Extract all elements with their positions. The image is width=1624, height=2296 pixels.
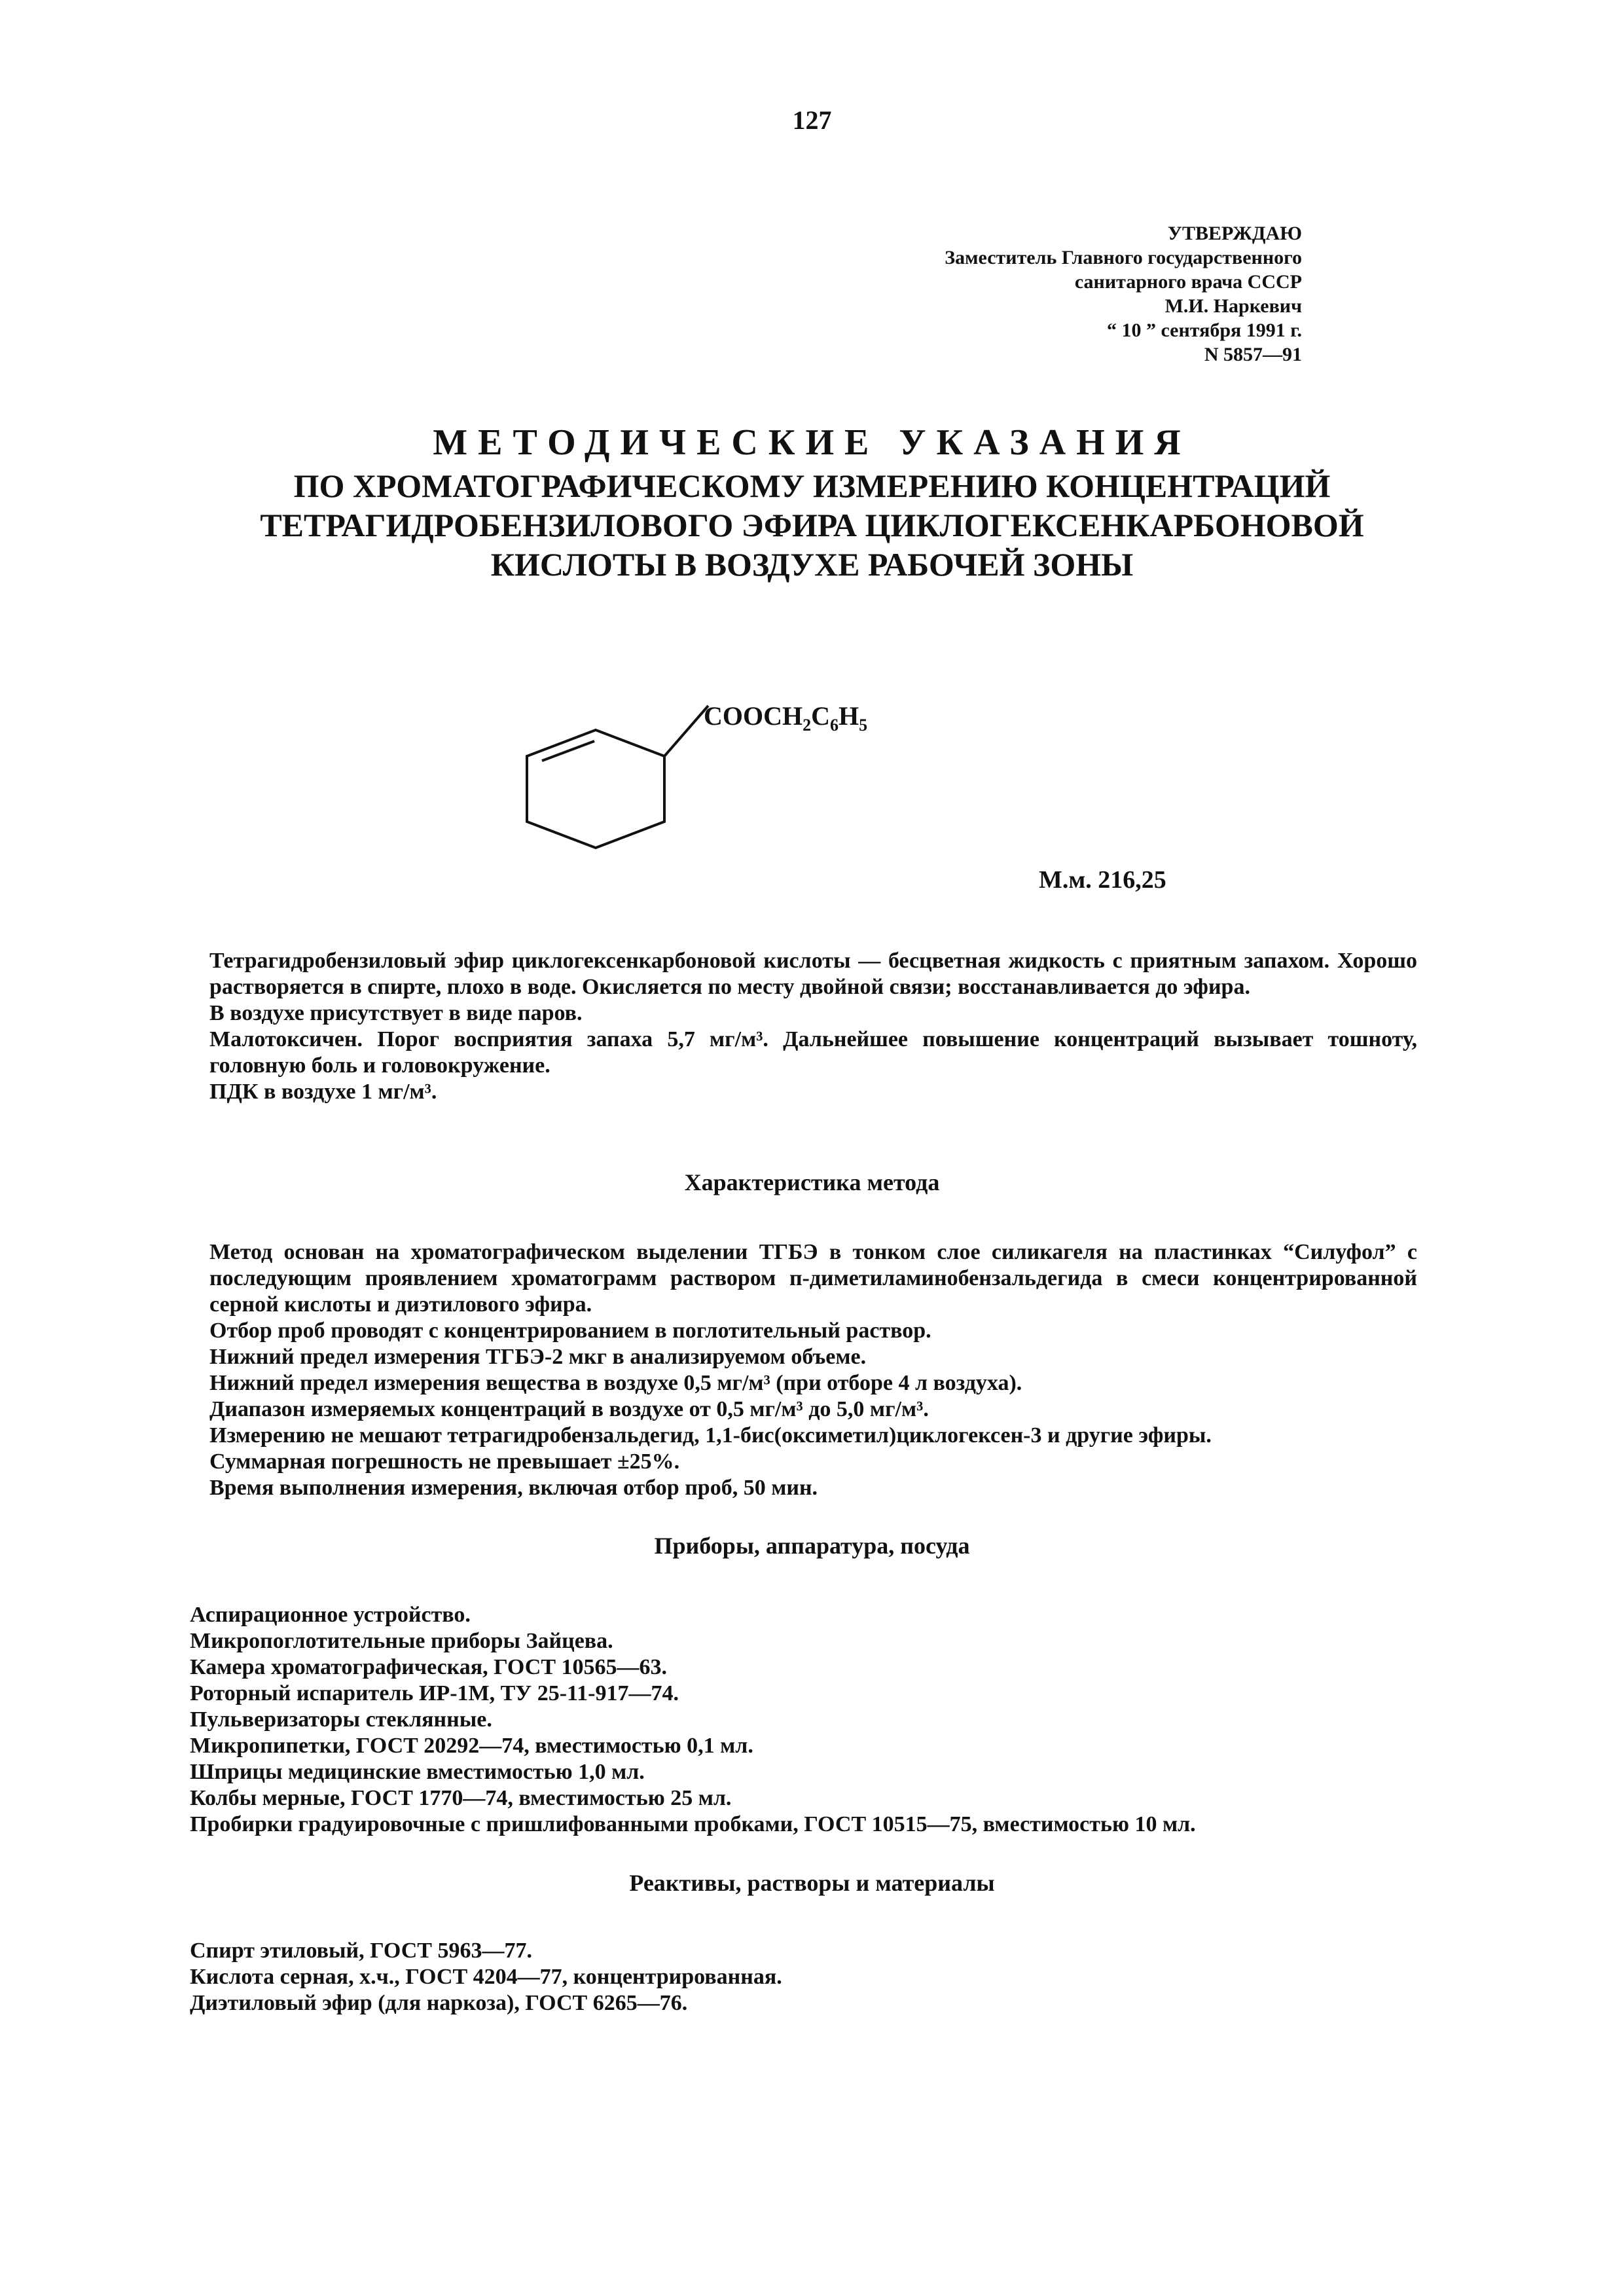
method-section	[209, 1239, 1417, 1501]
approval-number: N 5857—91	[1204, 344, 1302, 365]
approval-position-cont: санитарного врача СССР	[1074, 271, 1302, 293]
method-paragraph: Нижний предел измерения ТГБЭ-2 мкг в анализируемом объеме.	[209, 1345, 867, 1369]
list-item: Пробирки градуировочные с пришлифованными пробками, ГОСТ 10515—75, вместимостью 10 мл.	[190, 1812, 1196, 1836]
reagents-list	[190, 1938, 1434, 2016]
cyclohexene-structure	[517, 694, 713, 890]
title-line-4: КИСЛОТЫ В ВОЗДУХЕ РАБОЧЕЙ ЗОНЫ	[490, 546, 1134, 583]
list-item: Кислота серная, х.ч., ГОСТ 4204—77, концентрированная.	[190, 1965, 782, 1989]
substituent-formula: $COOCH_2C_6H_5$	[704, 701, 868, 735]
molar-mass: М.м. 216,25	[1039, 866, 1166, 894]
list-item: Камера хроматографическая, ГОСТ 10565—63.	[190, 1655, 668, 1679]
approval-date: “ 10 ” сентября 1991 г.	[1106, 319, 1302, 341]
list-item: Колбы мерные, ГОСТ 1770—74, вместимостью 25 мл.	[190, 1786, 732, 1810]
method-paragraph: Метод основан на хроматографическом выделении ТГБЭ в тонком слое силикагеля на пластинках “Силуфол” с последующим проявлением хроматограмм раствором п-диметиламинобензальдегида в смеси концентрированной серной кислоты и диэтилового эфира.	[209, 1240, 1417, 1317]
method-paragraph: Суммарная погрешность не превышает ±25%.	[209, 1449, 680, 1474]
description-paragraph: ПДК в воздухе 1 мг/м³.	[209, 1080, 437, 1104]
method-paragraph: Диапазон измеряемых концентраций в воздухе от 0,5 мг/м³ до 5,0 мг/м³.	[209, 1397, 929, 1421]
section-heading-method: Характеристика метода	[684, 1169, 940, 1195]
list-item: Микропоглотительные приборы Зайцева.	[190, 1629, 613, 1653]
section-heading-reagents: Реактивы, растворы и материалы	[629, 1870, 995, 1896]
approval-title: УТВЕРЖДАЮ	[1167, 223, 1302, 244]
title-line-2: ПО ХРОМАТОГРАФИЧЕСКОМУ ИЗМЕРЕНИЮ КОНЦЕНТРАЦИЙ	[293, 467, 1331, 504]
devices-list	[190, 1602, 1434, 1838]
approval-stamp	[945, 221, 1302, 367]
list-item: Пульверизаторы стеклянные.	[190, 1707, 492, 1732]
list-item: Микропипетки, ГОСТ 20292—74, вместимостью 0,1 мл.	[190, 1734, 753, 1758]
list-item: Диэтиловый эфир (для наркоза), ГОСТ 6265—76.	[190, 1991, 688, 2015]
description-section	[209, 948, 1417, 1105]
approval-signatory: М.И. Наркевич	[1164, 295, 1302, 317]
document-title	[131, 419, 1493, 584]
list-item: Спирт этиловый, ГОСТ 5963—77.	[190, 1939, 532, 1963]
section-heading-devices: Приборы, аппаратура, посуда	[654, 1533, 970, 1559]
method-paragraph: Измерению не мешают тетрагидробензальдегид, 1,1-бис(оксиметил)циклогексен-3 и другие эфиры.	[209, 1423, 1212, 1448]
approval-position: Заместитель Главного государственного	[945, 247, 1302, 268]
method-paragraph: Нижний предел измерения вещества в воздухе 0,5 мг/м³ (при отборе 4 л воздуха).	[209, 1371, 1022, 1395]
method-paragraph: Время выполнения измерения, включая отбор проб, 50 мин.	[209, 1476, 818, 1500]
list-item: Шприцы медицинские вместимостью 1,0 мл.	[190, 1760, 645, 1784]
title-line-3: ТЕТРАГИДРОБЕНЗИЛОВОГО ЭФИРА ЦИКЛОГЕКСЕНКАРБОНОВОЙ	[260, 507, 1364, 543]
list-item: Аспирационное устройство.	[190, 1603, 471, 1627]
description-paragraph: Тетрагидробензиловый эфир циклогексенкарбоновой кислоты — бесцветная жидкость с приятным запахом. Хорошо растворяется в спирте, плохо в воде. Окисляется по месту двойной связи; восстанавливается до эфира.	[209, 949, 1417, 999]
method-paragraph: Отбор проб проводят с концентрированием в поглотительный раствор.	[209, 1319, 931, 1343]
title-line-1: МЕТОДИЧЕСКИЕ УКАЗАНИЯ	[433, 422, 1191, 463]
description-paragraph: Малотоксичен. Порог восприятия запаха 5,7 мг/м³. Дальнейшее повышение концентраций вызывает тошноту, головную боль и головокружение.	[209, 1027, 1417, 1078]
list-item: Роторный испаритель ИР-1М, ТУ 25-11-917—74.	[190, 1681, 679, 1705]
page-number: 127	[792, 105, 832, 135]
description-paragraph: В воздухе присутствует в виде паров.	[209, 1001, 583, 1025]
